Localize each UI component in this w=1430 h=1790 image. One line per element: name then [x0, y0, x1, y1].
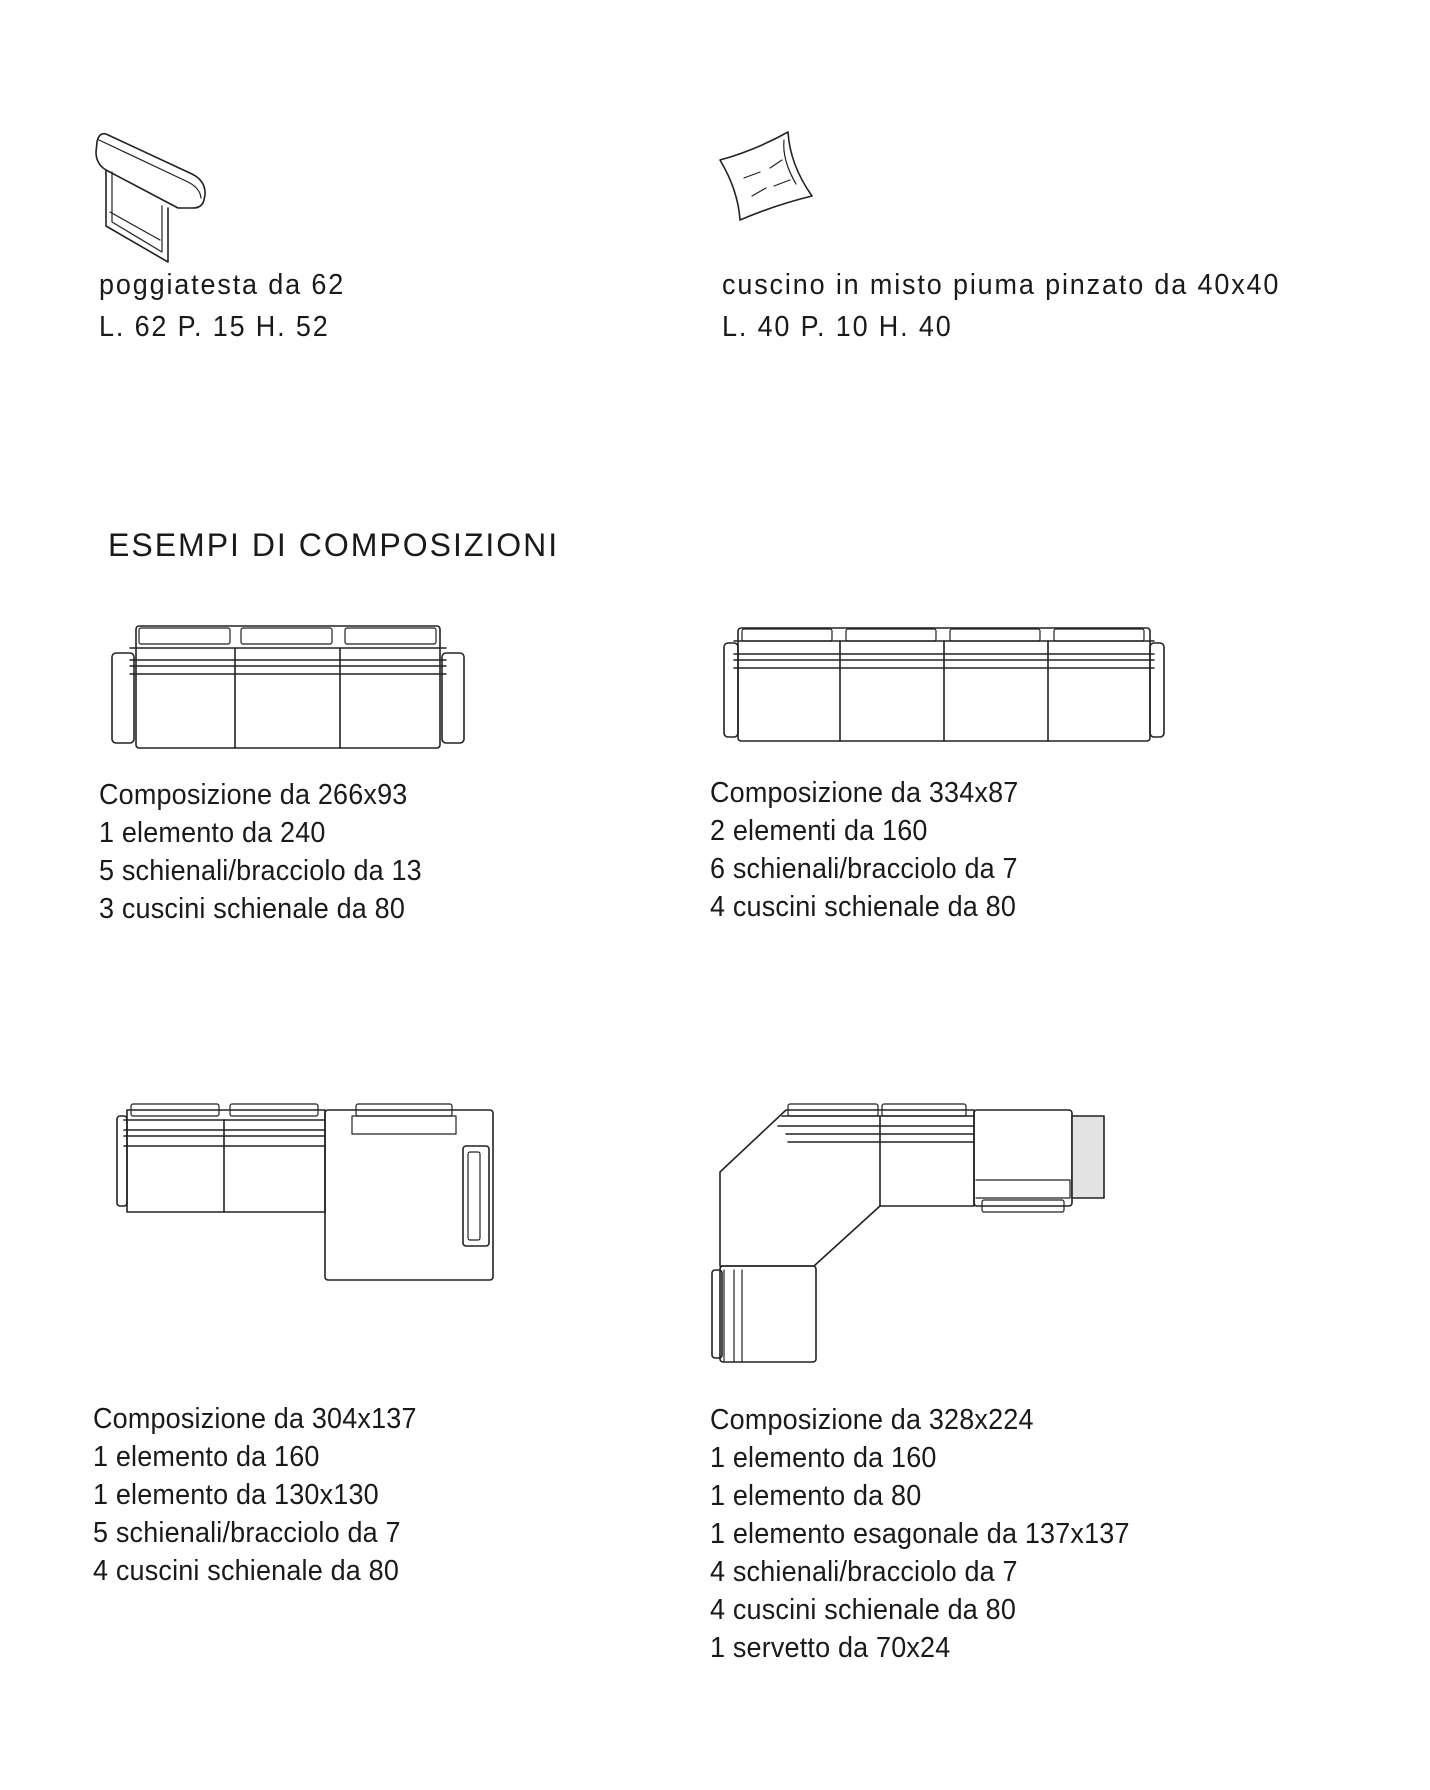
- composition-3-title: Composizione da 304x137: [93, 1403, 417, 1435]
- section-title: ESEMPI DI COMPOSIZIONI: [108, 527, 560, 563]
- headrest-name: poggiatesta da 62: [99, 269, 346, 301]
- hexagonal-corner-sofa-plan-icon: [712, 1104, 1104, 1362]
- composition-4-line: 4 schienali/bracciolo da 7: [710, 1556, 1018, 1588]
- composition-1-line: 1 elemento da 240: [99, 817, 326, 849]
- composition-4-line: 1 servetto da 70x24: [710, 1632, 951, 1664]
- cushion-dimensions: L. 40 P. 10 H. 40: [722, 311, 953, 343]
- composition-4-line: 1 elemento esagonale da 137x137: [710, 1518, 1130, 1550]
- cushion-name: cuscino in misto piuma pinzato da 40x40: [722, 269, 1281, 301]
- composition-3-description: [93, 1400, 417, 1590]
- composition-2-line: 2 elementi da 160: [710, 815, 928, 847]
- headrest-description: [99, 266, 345, 346]
- headrest-dimensions: L. 62 P. 15 H. 52: [99, 311, 330, 343]
- composition-2-title: Composizione da 334x87: [710, 777, 1019, 809]
- composition-2-line: 6 schienali/bracciolo da 7: [710, 853, 1018, 885]
- composition-3-line: 1 elemento da 130x130: [93, 1479, 379, 1511]
- composition-4-line: 4 cuscini schienale da 80: [710, 1594, 1017, 1626]
- four-seat-sofa-plan-icon: [724, 628, 1164, 741]
- composition-3-line: 4 cuscini schienale da 80: [93, 1555, 400, 1587]
- composition-1-line: 3 cuscini schienale da 80: [99, 893, 406, 925]
- composition-1-line: 5 schienali/bracciolo da 13: [99, 855, 422, 887]
- composition-3-line: 5 schienali/bracciolo da 7: [93, 1517, 401, 1549]
- three-seat-sofa-plan-icon: [112, 626, 464, 748]
- composition-1-description: [99, 776, 422, 928]
- composition-4-line: 1 elemento da 160: [710, 1442, 937, 1474]
- headrest-icon: [96, 134, 205, 262]
- cushion-icon: [720, 132, 812, 220]
- composition-1-title: Composizione da 266x93: [99, 779, 408, 811]
- composition-3-line: 1 elemento da 160: [93, 1441, 320, 1473]
- composition-4-description: [710, 1401, 1130, 1667]
- composition-2-description: [710, 774, 1018, 926]
- cushion-description: [722, 266, 1280, 346]
- composition-4-line: 1 elemento da 80: [710, 1480, 922, 1512]
- composition-4-title: Composizione da 328x224: [710, 1404, 1034, 1436]
- composition-2-line: 4 cuscini schienale da 80: [710, 891, 1017, 923]
- corner-sofa-plan-icon: [117, 1104, 493, 1280]
